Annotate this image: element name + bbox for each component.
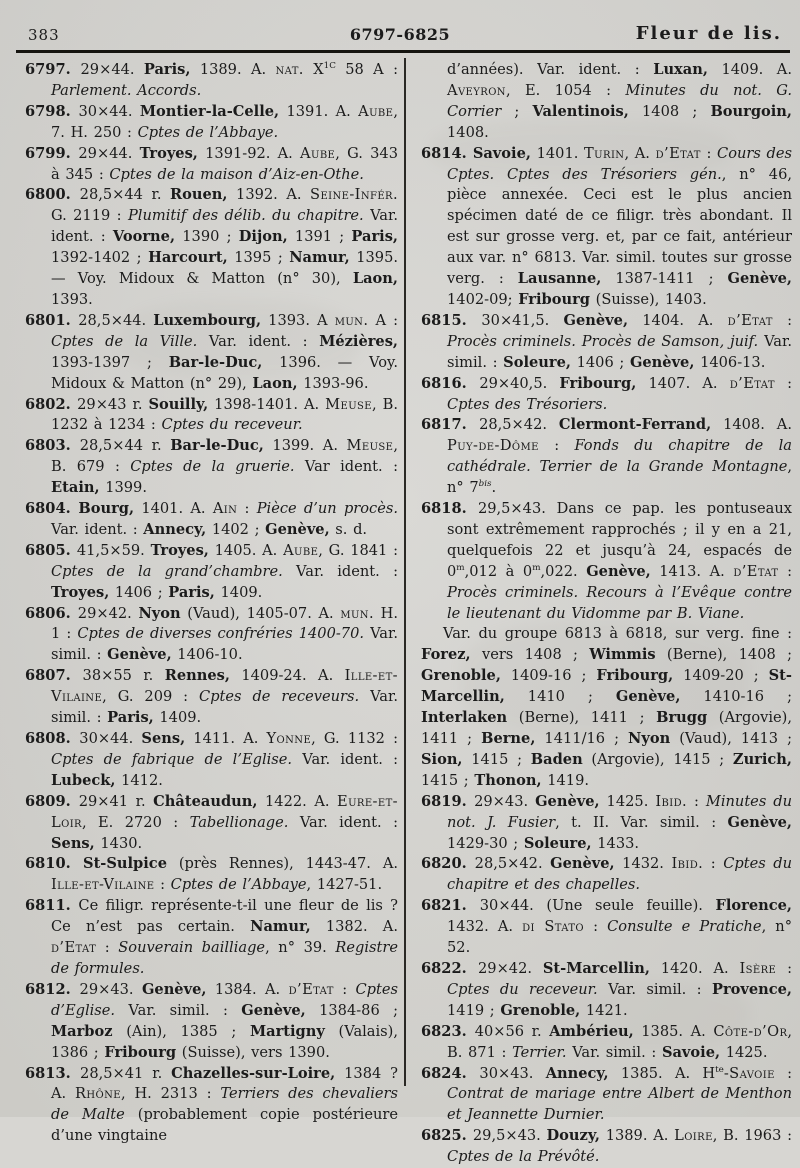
catalog-entry-6800: 6800. 28,5×44 r. Rouen, 1392. A. Seine-Infér. G. 2119 : Plumitif des délib. du chapitre. Var. ident. : Voorne, 1390 ; Dijon, 1391 ; Paris, 1392-1402 ; Harcourt, 1395 ; Namur, 1395. — Voy. Midoux & Matton (n° 30), Laon, 1393. [25, 186, 399, 308]
entry-number: 6819. [421, 792, 475, 810]
entry-number: 6799. [25, 144, 79, 162]
catalog-entry-6814: 6814. Savoie, 1401. Turin, A. d’Etat : Cours des Cptes. Cptes des Trésoriers gén., n° 46, pièce annexée. Ceci est le plus ancien spécimen daté de ce filigr. très abondant. Il est sur grosse verg. et, par ce fait, antérieur aux var. n° 6813. Var. simil. toutes sur grosse verg. : Lausanne, 1387-1411 ; Genève, 1402-09; Fribourg (Suisse), 1403. [421, 144, 792, 308]
catalog-entry-6817: 6817. 28,5×42. Clermont-Ferrand, 1408. A. Puy-de-Dôme : Fonds du chapitre de la cathédrale. Terrier de la Grande Montagne, n° $7^{bis}$. [421, 416, 792, 497]
entry-number: 6797. [25, 61, 81, 78]
page-header [0, 22, 800, 48]
catalog-entry-continuation: d’années). Var. ident. : Luxan, 1409. A. Aveyron, E. 1054 : Minutes du not. G. Corrier ; Valentinois, 1408 ; Bourgoin, 1408. [447, 61, 792, 141]
page-number: 383 [28, 26, 60, 44]
catalog-note-paragraph: Var. du groupe 6813 à 6818, sur verg. fine : Forez, vers 1408 ; Wimmis (Berne), 1408 ; Grenoble, 1409-16 ; Fribourg, 1409-20 ; St-Marcellin, 1410 ; Genève, 1410-16 ; Interlaken (Berne), 1411 ; Brugg (Argovie), 1411 ; Berne, 1411/16 ; Nyon (Vaud), 1413 ; Sion, 1415 ; Baden (Argovie), 1415 ; Zurich, 1415 ; Thonon, 1419. [421, 625, 792, 789]
catalog-entry-6821: 6821. 30×44. (Une seule feuille). Florence, 1432. A. di Stato : Consulte e Pratiche, n° 52. [421, 897, 793, 957]
catalog-entry-6819: 6819. 29×43. Genève, 1425. Ibid. : Minutes du not. J. Fusier, t. II. Var. simil. : Genève, 1429-30 ; Soleure, 1433. [421, 792, 793, 852]
entry-number: 6809. [25, 792, 79, 810]
catalog-entry-6815: 6815. 30×41,5. Genève, 1404. A. d’Etat : Procès criminels. Procès de Samson, juif. Var. simil. : Soleure, 1406 ; Genève, 1406-13. [421, 311, 793, 371]
entry-number: 6805. [25, 541, 77, 559]
catalog-entry-6813: 6813. 28,5×41 r. Chazelles-sur-Loire, 1384 ? A. Rhône, H. 2313 : Terriers des chevaliers de Malte (probablement copie postérieure d’une vingtaine [25, 1064, 399, 1145]
entry-number: 6803. [25, 437, 80, 455]
catalog-entry-6801: 6801. 28,5×44. Luxembourg, 1393. A mun. A : Cptes de la Ville. Var. ident. : Mézières, 1393-1397 ; Bar-le-Duc, 1396. — Voy. Midoux & Matton (n° 29), Laon, 1393-96. [25, 311, 399, 392]
entry-number: 6825. [421, 1127, 473, 1145]
entry-number: 6816. [421, 374, 480, 392]
catalog-entry-6823: 6823. 40×56 r. Ambérieu, 1385. A. Côte-d’Or, B. 871 : Terrier. Var. simil. : Savoie, 1425. [421, 1022, 793, 1061]
entry-range: 6797-6825 [349, 25, 451, 44]
entry-number: 6814. [421, 144, 473, 162]
left-column [25, 60, 398, 1147]
catalog-entry-6806: 6806. 29×42. Nyon (Vaud), 1405-07. A. mun. H. 1 : Cptes de diverses confréries 1400-70. Var. simil. : Genève, 1406-10. [25, 604, 398, 664]
entry-number: 6815. [421, 311, 482, 329]
catalog-entry-6808: 6808. 30×44. Sens, 1411. A. Yonne, G. 1132 : Cptes de fabrique de l’Eglise. Var. ident. : Lubeck, 1412. [25, 730, 399, 789]
entry-number: 6806. [25, 604, 78, 622]
entry-number: 6808. [25, 730, 80, 747]
entry-number: 6801. [25, 311, 79, 329]
entry-number: 6800. [25, 186, 80, 204]
entry-number: 6802. [25, 395, 78, 413]
catalog-entry-6824: 6824. 30×43. Annecy, 1385. A. $H^{te}$-Savoie : Contrat de mariage entre Albert de Menthon et Jeannette Durnier. [421, 1064, 792, 1124]
entry-number: 6821. [421, 897, 480, 915]
entry-number: 6824. [421, 1064, 480, 1082]
header-rule [16, 50, 790, 53]
entry-number: 6813. [25, 1064, 81, 1082]
entry-number: 6804. [25, 500, 79, 518]
catalog-entry-6809: 6809. 29×41 r. Châteaudun, 1422. A. Eure-et-Loir, E. 2720 : Tabellionage. Var. ident. : Sens, 1430. [25, 792, 399, 852]
entry-number: 6818. [421, 500, 478, 518]
catalog-entry-6802: 6802. 29×43 r. Souilly, 1398-1401. A. Meuse, B. 1232 à 1234 : Cptes du receveur. [25, 395, 398, 434]
entry-number: 6807. [25, 667, 83, 685]
catalog-entry-6820: 6820. 28,5×42. Genève, 1432. Ibid. : Cptes du chapitre et des chapelles. [421, 855, 792, 894]
entry-number: 6811. [25, 897, 79, 915]
entry-number: 6823. [421, 1022, 475, 1040]
page-title: Fleur de lis. [635, 23, 782, 44]
catalog-entry-6811: 6811. Ce filigr. représente-t-il une fleur de lis ? Ce n’est pas certain. Namur, 1382. A. d’Etat : Souverain bailliage, n° 39. Registre de formules. [25, 897, 398, 977]
catalog-entry-6798: 6798. 30×44. Montier-la-Celle, 1391. A. Aube, 7. H. 250 : Cptes de l’Abbaye. [25, 102, 398, 141]
catalog-entry-6807: 6807. 38×55 r. Rennes, 1409-24. A. Ille-et-Vilaine, G. 209 : Cptes de receveurs. Var. simil. : Paris, 1409. [25, 667, 398, 727]
entry-number: 6820. [421, 855, 475, 873]
catalog-entry-6797: 6797. 29×44. Paris, 1389. A. nat. $X^{1C}$ 58 A : Parlement. Accords. [25, 61, 399, 99]
entry-number: 6817. [421, 416, 480, 434]
catalog-entry-6812: 6812. 29×43. Genève, 1384. A. d’Etat : Cptes d’Eglise. Var. simil. : Genève, 1384-86 ; Marboz (Ain), 1385 ; Martigny (Valais), 1386 ; Fribourg (Suisse), vers 1390. [25, 980, 399, 1061]
catalog-entry-6818: 6818. 29,5×43. Dans ce pap. les pontuseaux sont extrêmement rapprochés ; il y en a 21, quelquefois 22 et jusqu’à 24, espacés de 0$^m$,012 à 0$^m$,022. Genève, 1413. A. d’Etat : Procès criminels. Recours à l’Evêque contre le lieutenant du Vidomme par B. Viane. [421, 500, 792, 622]
catalog-entry-6822: 6822. 29×42. St-Marcellin, 1420. A. Isère : Cptes du receveur. Var. simil. : Provence, 1419 ; Grenoble, 1421. [421, 959, 793, 1019]
right-column [421, 60, 792, 1168]
catalog-entry-6810: 6810. St-Sulpice (près Rennes), 1443-47. A. Ille-et-Vilaine : Cptes de l’Abbaye, 1427-51. [25, 855, 398, 894]
catalog-entry-6816: 6816. 29×40,5. Fribourg, 1407. A. d’Etat : Cptes des Trésoriers. [421, 374, 793, 413]
catalog-entry-6804: 6804. Bourg, 1401. A. Ain : Pièce d’un procès. Var. ident. : Annecy, 1402 ; Genève, s. d. [25, 500, 398, 538]
catalog-entry-6799: 6799. 29×44. Troyes, 1391-92. A. Aube, G. 343 à 345 : Cptes de la maison d’Aiz-en-Othe. [25, 144, 398, 183]
entry-number: 6822. [421, 959, 478, 977]
entry-number: 6812. [25, 980, 80, 998]
column-divider [404, 58, 406, 1086]
catalog-entry-6805: 6805. 41,5×59. Troyes, 1405. A. Aube, G. 1841 : Cptes de la grand’chambre. Var. ident. : Troyes, 1406 ; Paris, 1409. [25, 541, 399, 601]
entry-number: 6810. [25, 855, 84, 873]
catalog-entry-6803: 6803. 28,5×44 r. Bar-le-Duc, 1399. A. Meuse, B. 679 : Cptes de la gruerie. Var ident. : Etain, 1399. [25, 437, 398, 497]
entry-number: 6798. [25, 102, 79, 120]
catalog-entry-6825: 6825. 29,5×43. Douzy, 1389. A. Loire, B. 1963 : Cptes de la Prévôté. [421, 1127, 793, 1166]
